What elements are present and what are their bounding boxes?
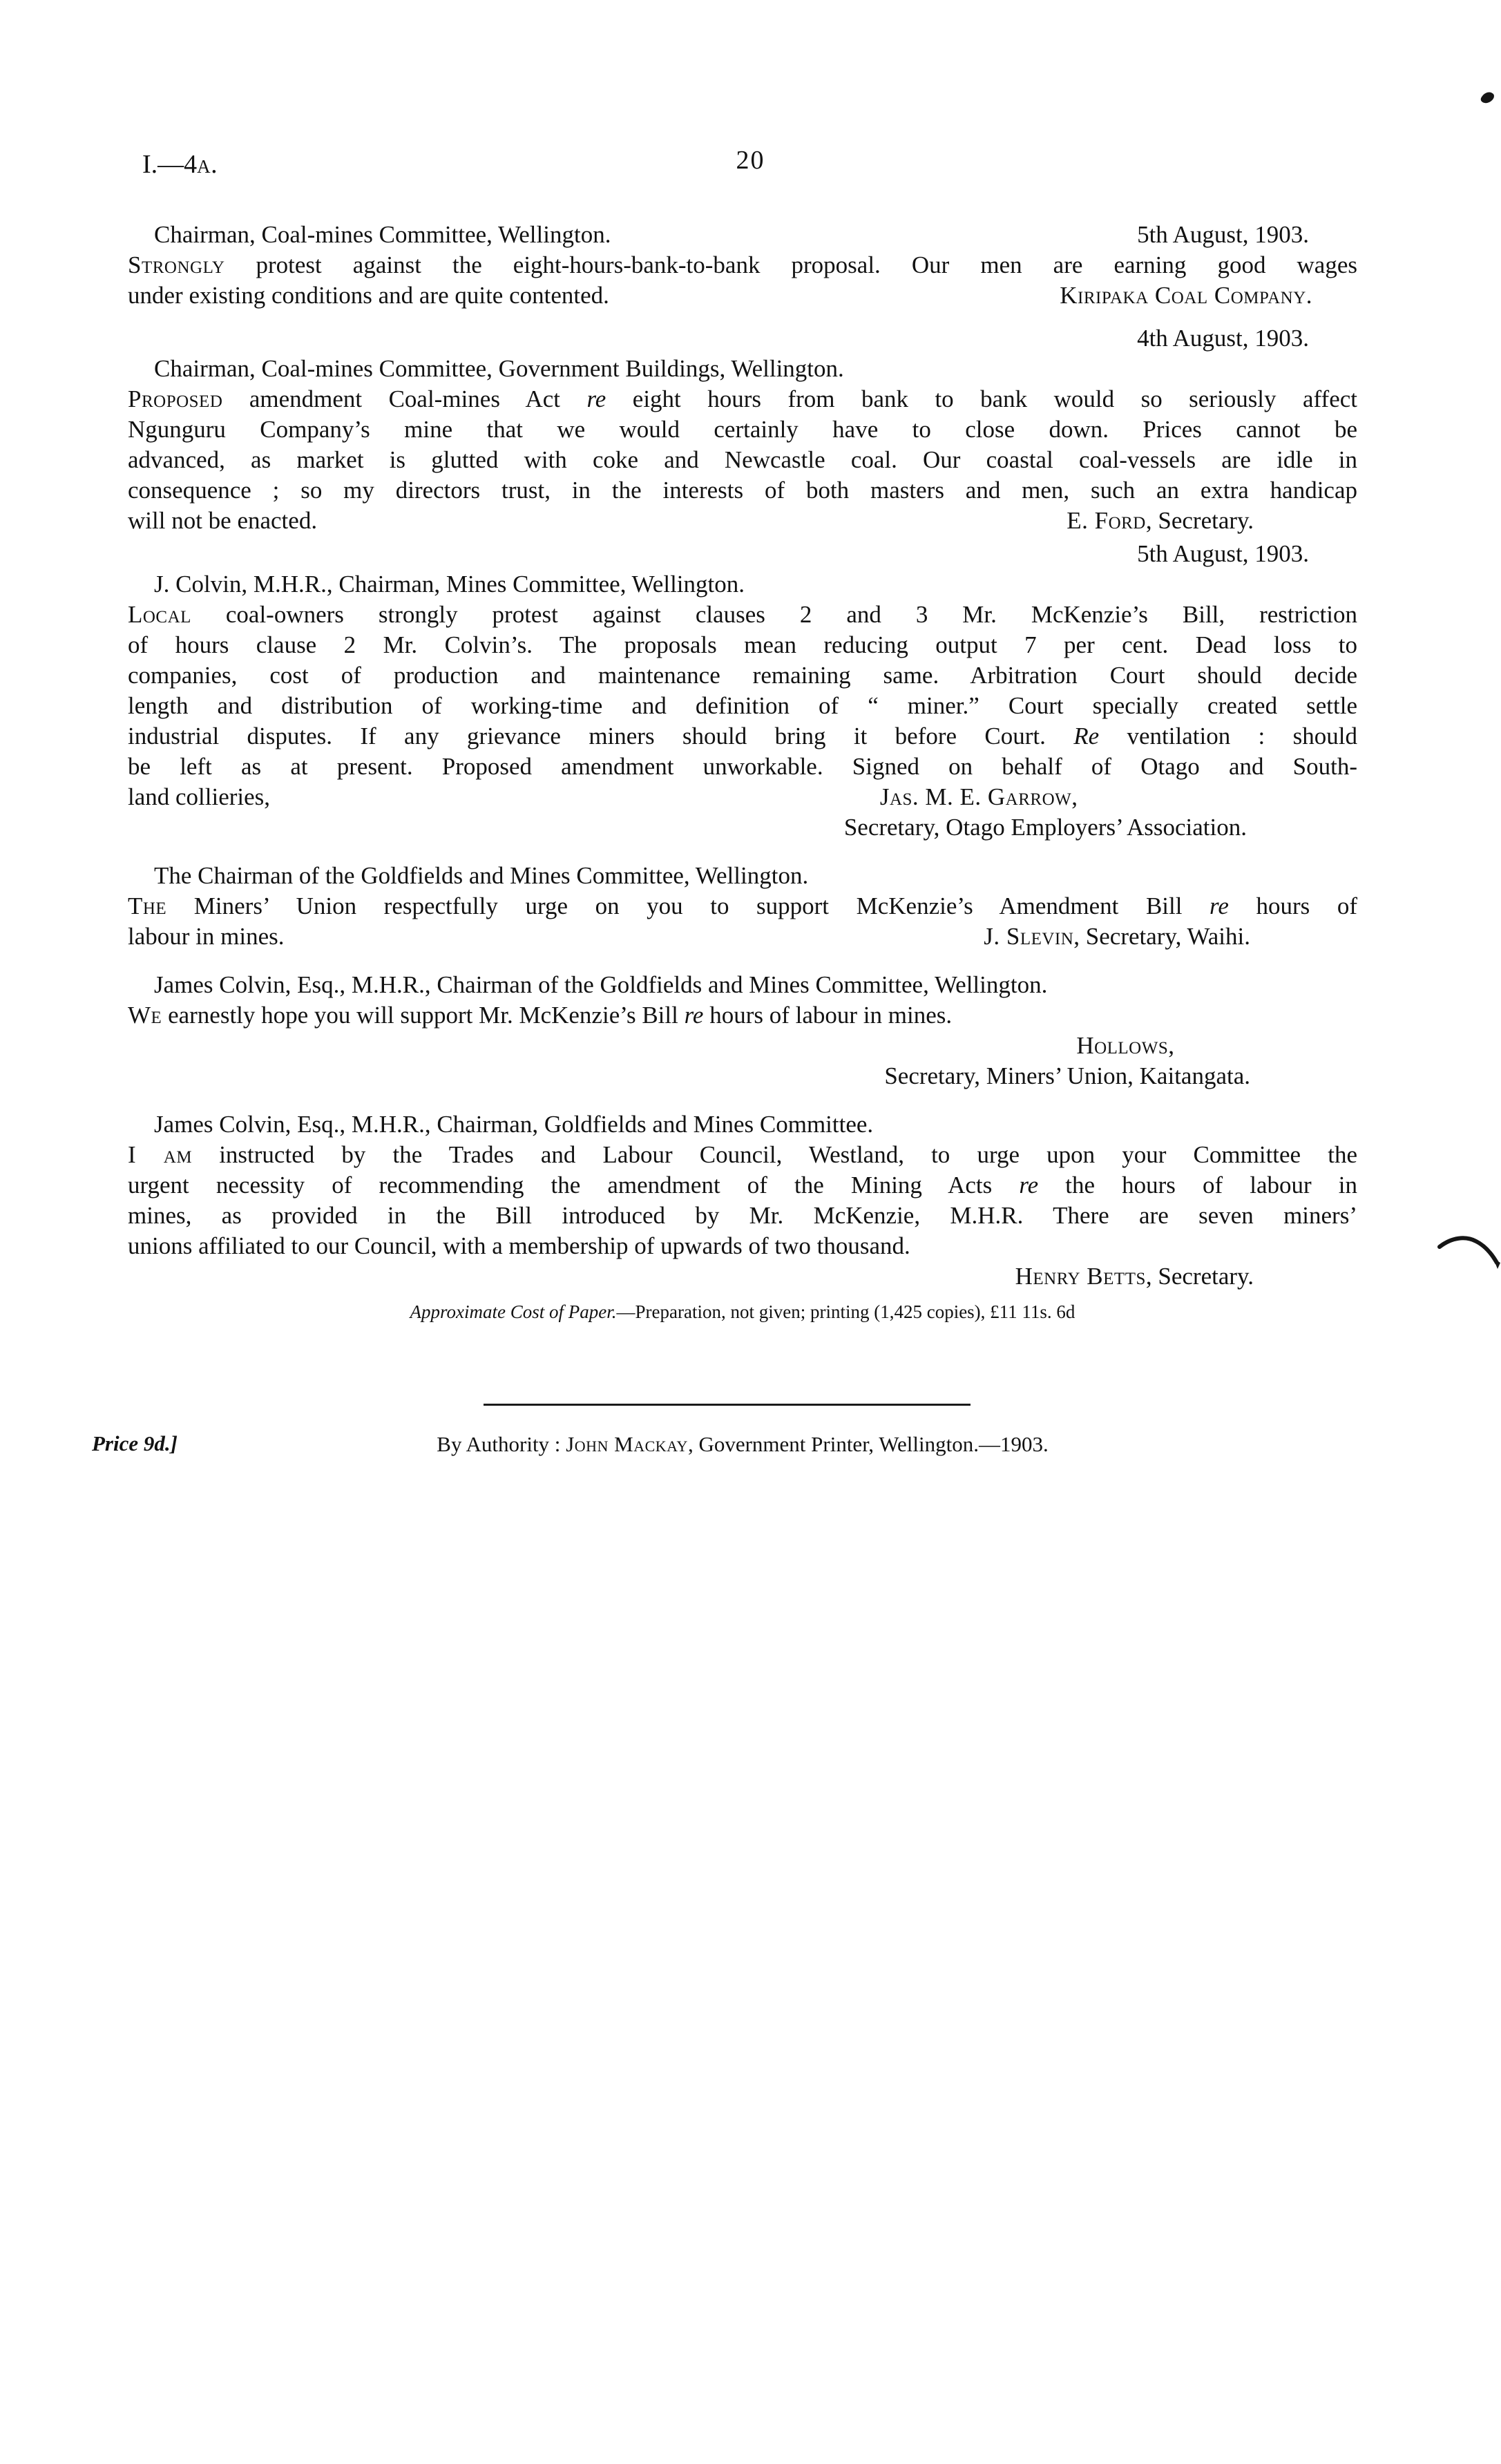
- body-line: advanced, as market is glutted with coke and Newcastle coal. Our coastal coal-vessels are idle in: [128, 446, 1357, 473]
- letter-hollows: [128, 970, 1357, 1091]
- body-line: We earnestly hope you will support Mr. McKenzie’s Bill re hours of labour in mines.: [128, 1002, 953, 1029]
- signature: E. Ford, Secretary.: [1067, 507, 1254, 534]
- letter-address: James Colvin, Esq., M.H.R., Chairman of the Goldfields and Mines Committee, Wellington.: [154, 971, 1048, 998]
- body-line: will not be enacted.: [128, 507, 318, 534]
- authority-line: By Authority : John Mackay, Government Printer, Wellington.—1903.: [437, 1432, 1049, 1456]
- body-line: length and distribution of working-time and definition of “ miner.” Court specially created settle: [128, 692, 1357, 719]
- body-line: mines, as provided in the Bill introduced by Mr. McKenzie, M.H.R. There are seven miners’: [128, 1202, 1357, 1229]
- body-line: be left as at present. Proposed amendment unworkable. Signed on behalf of Otago and South-: [128, 753, 1357, 780]
- signature: Hollows,: [1076, 1032, 1174, 1059]
- body-last-line-row: [128, 921, 1357, 952]
- letter-address: The Chairman of the Goldfields and Mines Committee, Wellington.: [154, 862, 809, 889]
- letter-ford: [128, 323, 1357, 536]
- body-line: consequence ; so my directors trust, in the interests of both masters and men, such an extra handicap: [128, 477, 1357, 504]
- page-header: [0, 146, 1501, 184]
- page-content: [128, 220, 1357, 1460]
- body-line: Strongly protest against the eight-hours-bank-to-bank proposal. Our men are earning good wages: [128, 251, 1357, 278]
- signature-title: Secretary, Miners’ Union, Kaitangata.: [884, 1062, 1250, 1089]
- page-number: 20: [736, 146, 765, 175]
- letter-date: 5th August, 1903.: [1137, 221, 1309, 248]
- letter-date: 4th August, 1903.: [1137, 325, 1309, 352]
- signature-title: Secretary, Otago Employers’ Association.: [843, 814, 1247, 841]
- letter-date: 5th August, 1903.: [1137, 540, 1309, 567]
- letter-address: James Colvin, Esq., M.H.R., Chairman, Goldfields and Mines Committee.: [154, 1111, 874, 1138]
- body-line: of hours clause 2 Mr. Colvin’s. The proposals mean reducing output 7 per cent. Dead loss to: [128, 631, 1357, 658]
- signature: Jas. M. E. Garrow,: [879, 783, 1078, 810]
- body-line: land collieries,: [128, 783, 271, 810]
- footer-rule: [484, 1404, 971, 1406]
- price-label: Price 9d.]: [92, 1431, 178, 1455]
- signature: Kiripaka Coal Company.: [1060, 282, 1312, 309]
- signature: Henry Betts, Secretary.: [1015, 1263, 1254, 1290]
- cost-of-paper-line: Approximate Cost of Paper.—Preparation, not given; printing (1,425 copies), £11 11s. 6d: [410, 1301, 1075, 1322]
- letter-betts: [128, 1109, 1357, 1292]
- body-last-line-row: [128, 280, 1357, 311]
- letter-address: Chairman, Coal-mines Committee, Wellington.: [154, 221, 611, 248]
- body-last-line-row: [128, 782, 1357, 812]
- doc-reference: I.—4a.: [142, 150, 218, 179]
- letter-kiripaka: [128, 220, 1357, 311]
- ink-pen-stroke: [1437, 1230, 1501, 1270]
- body-line: Local coal-owners strongly protest against clauses 2 and 3 Mr. McKenzie’s Bill, restriction: [128, 601, 1357, 628]
- body-line: companies, cost of production and maintenance remaining same. Arbitration Court should decide: [128, 662, 1357, 689]
- ink-smudge: [1480, 89, 1496, 106]
- body-line: The Miners’ Union respectfully urge on you to support McKenzie’s Amendment Bill re hours of: [128, 892, 1357, 919]
- body-line: under existing conditions and are quite contented.: [128, 282, 609, 309]
- body-line: industrial disputes. If any grievance miners should bring it before Court. Re ventilation : should: [128, 723, 1357, 749]
- body-line: I am instructed by the Trades and Labour Council, Westland, to urge upon your Committee the: [128, 1141, 1357, 1168]
- body-last-line-row: [128, 506, 1357, 536]
- body-line: Proposed amendment Coal-mines Act re eight hours from bank to bank would so seriously affect: [128, 385, 1357, 412]
- letter-slevin: [128, 861, 1357, 952]
- body-line: urgent necessity of recommending the amendment of the Mining Acts re the hours of labour in: [128, 1172, 1357, 1198]
- letter-address: Chairman, Coal-mines Committee, Government Buildings, Wellington.: [154, 355, 844, 382]
- letter-address: J. Colvin, M.H.R., Chairman, Mines Committee, Wellington.: [154, 571, 745, 598]
- body-line: unions affiliated to our Council, with a membership of upwards of two thousand.: [128, 1232, 910, 1259]
- letter-garrow: [128, 539, 1357, 843]
- signature: J. Slevin, Secretary, Waihi.: [984, 923, 1250, 950]
- body-line: Ngunguru Company’s mine that we would certainly have to close down. Prices cannot be: [128, 416, 1357, 443]
- body-line: labour in mines.: [128, 923, 285, 950]
- address-and-date-row: [128, 220, 1357, 250]
